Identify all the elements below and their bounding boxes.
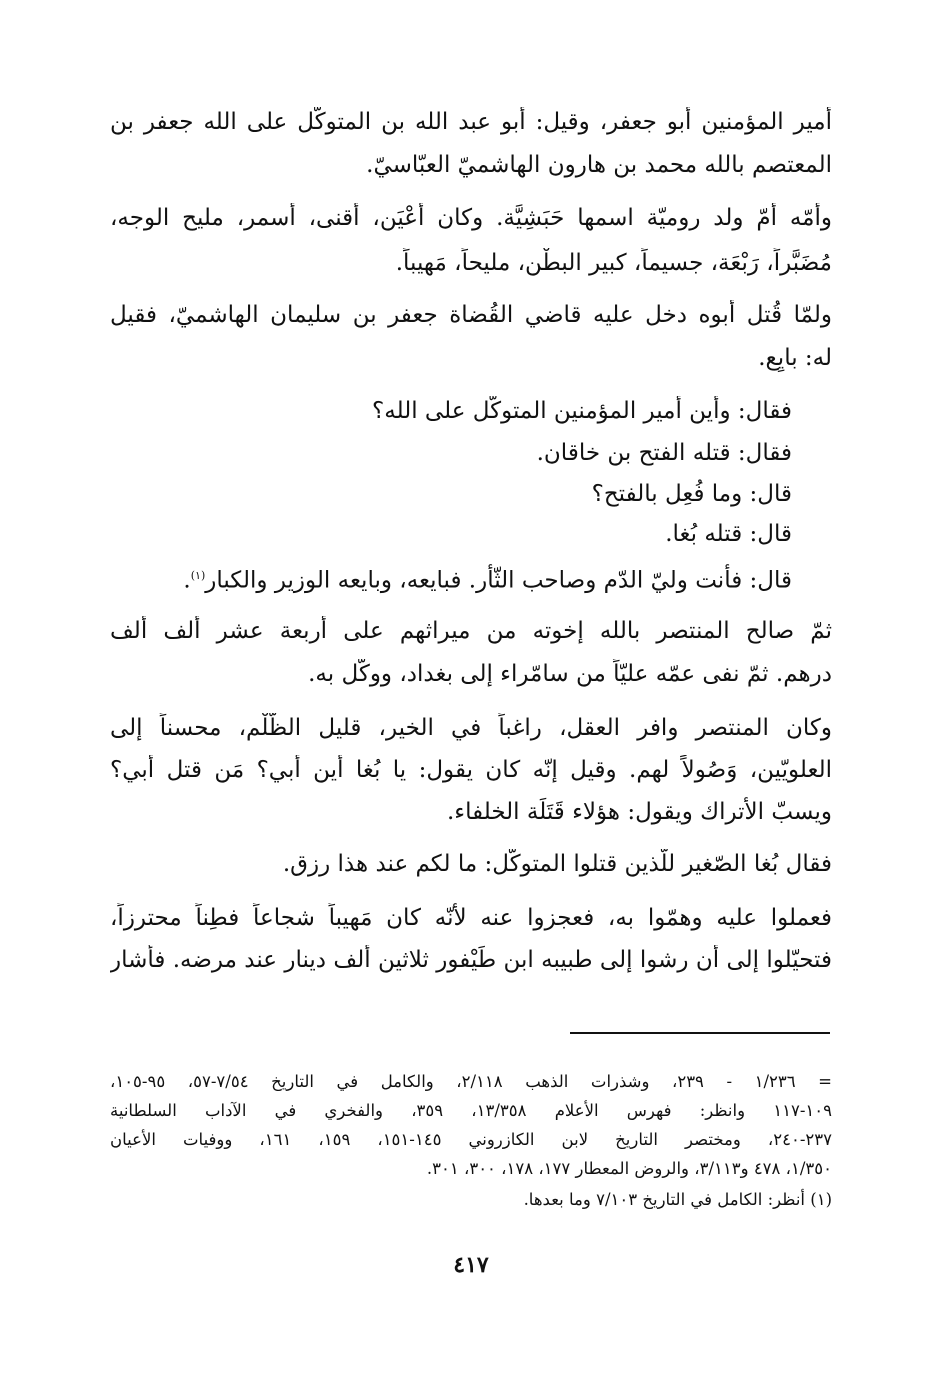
footnote-marker: (١) <box>190 569 206 582</box>
dialogue-line-3: قال: وما فُعِل بالفتح؟ <box>591 481 792 507</box>
body-line-8: درهم. ثمّ نفى عمّه عليّاً من سامّراء إلى بغداد، ووكّل به. <box>308 661 832 687</box>
body-line-6: له: بايِع. <box>758 345 832 371</box>
body-line-13: فعملوا عليه وهمّوا به، فعجزوا عنه لأنّه كان مَهيباً شجاعاً فطِناً محترزاً، <box>110 905 832 931</box>
body-line-11: ويسبّ الأتراك ويقول: هؤلاء قَتَلَة الخلفاء. <box>446 799 832 825</box>
body-line-3: وأمّه أمّ ولد روميّة اسمها حَبَشِيَّة. وكان أَعْيَن، أقنى، أسمر، مليح الوجه، <box>110 205 832 231</box>
footnote-line-5: (١) أنظر: الكامل في التاريخ ٧/١٠٣ وما بعدها. <box>523 1190 832 1209</box>
body-line-2: المعتصم بالله محمد بن هارون الهاشميّ العبّاسيّ. <box>366 152 832 178</box>
dialogue-line-5-text: قال: فأنت وليّ الدّم وصاحب الثّأر. فبايعه، وبايعه الوزير والكبار <box>205 567 792 594</box>
page-number: ٤١٧ <box>453 1252 489 1278</box>
body-line-9: وكان المنتصر وافر العقل، راغباً في الخير، قليل الظُّلْم، محسناً إلى <box>110 715 832 741</box>
footnote-line-1: = ١/٢٣٦ - ٢٣٩، وشذرات الذهب ٢/١١٨، والكامل في التاريخ ٧/٥٤-٥٧، ٩٥-١٠٥، <box>110 1072 832 1091</box>
body-line-10: العلويّين، وَصُولاً لهم. وقيل إنّه كان يقول: يا بُغا أين أبي؟ مَن قتل أبي؟ <box>110 757 832 783</box>
body-line-4: مُضَبَّراً، رَبْعَة، جسيماً، كبير البطْن، مليحاً، مَهيباً. <box>395 250 832 276</box>
footnote-line-2: ١٠٩-١١٧ وانظر: فهرس الأعلام ١٣/٣٥٨، ٣٥٩، والفخري في الآداب السلطانية <box>110 1101 832 1120</box>
body-line-7: ثمّ صالح المنتصر بالله إخوته من ميراثهم على أربعة عشر ألف ألف <box>110 618 832 644</box>
dialogue-line-2: فقال: قتله الفتح بن خاقان. <box>536 440 792 466</box>
footnote-line-4: ١/٣٥٠، ٤٧٨ و٣/١١٣، والروض المعطار ١٧٧، ١٧٨، ٣٠٠، ٣٠١. <box>426 1159 832 1178</box>
body-line-1: أمير المؤمنين أبو جعفر، وقيل: أبو عبد الله بن المتوكّل على الله جعفر بن <box>110 109 832 135</box>
footnote-separator <box>570 1032 830 1034</box>
dialogue-line-4: قال: قتله بُغا. <box>665 521 792 547</box>
body-line-12: فقال بُغا الصّغير للّذين قتلوا المتوكّل: ما لكم عند هذا رزق. <box>282 851 832 877</box>
dialogue-line-1: فقال: وأين أمير المؤمنين المتوكّل على الله؟ <box>372 398 792 424</box>
footnote-line-3: ٢٣٧-٢٤٠، ومختصر التاريخ لابن الكازروني ١٤٥-١٥١، ١٥٩، ١٦١، ووفيات الأعيان <box>110 1130 832 1149</box>
body-line-14: فتحيّلوا إلى أن رشوا إلى طبيبه ابن طَيْفور ثلاثين ألف دينار عند مرضه. فأشار <box>110 947 832 973</box>
dialogue-line-5 <box>110 561 792 596</box>
body-line-5: ولمّا قُتل أبوه دخل عليه قاضي القُضاة جعفر بن سليمان الهاشميّ، فقيل <box>110 302 832 328</box>
dialogue-line-5-period: . <box>183 567 191 594</box>
